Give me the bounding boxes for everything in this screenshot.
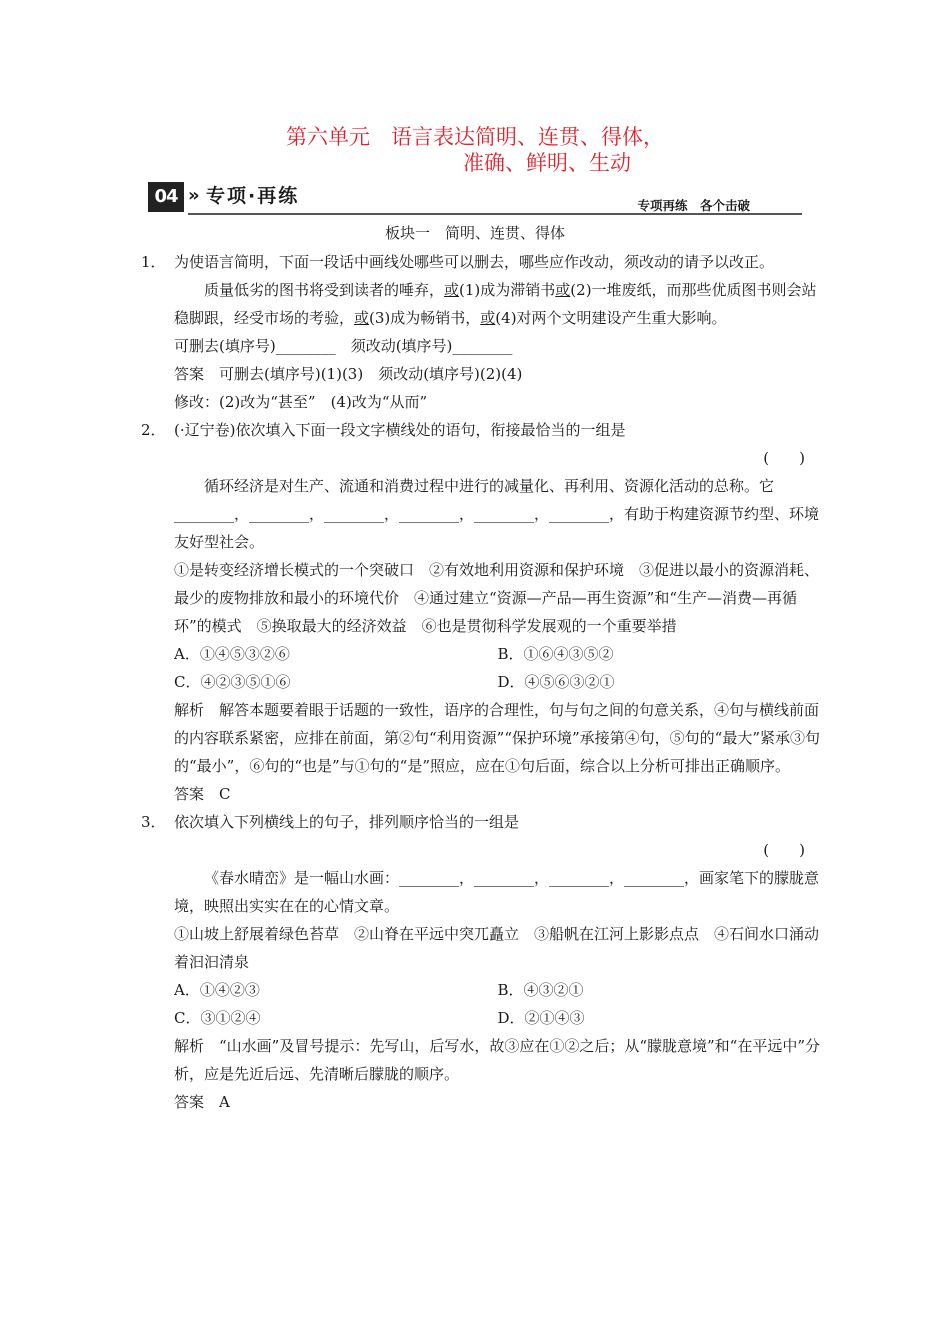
option-a: A．①④②③	[174, 981, 260, 999]
chevron-right-icon: »	[188, 185, 200, 206]
banner-subtitle: 专项再练 各个击破	[637, 198, 750, 213]
option-d: D．④⑤⑥③②①	[497, 673, 615, 691]
question-stem: 依次填入下列横线上的句子，排列顺序恰当的一组是	[174, 813, 520, 831]
section-title: 板块一 简明、连贯、得体	[384, 224, 565, 242]
sentence-items: ①是转变经济增长模式的一个突破口 ②有效地利用资源和保护环境 ③促进以最小的资源消耗、最少的废物排放和最小的环境代价 ④通过建立“资源—产品—再生资源”和“生产—消费—再循环”的模式 ⑤换取最大的经济效益 ⑥也是贯彻科学发展观的一个重要举措	[174, 561, 820, 635]
answer-paren: ( )	[763, 841, 805, 859]
option-a: A．①④⑤③②⑥	[174, 645, 290, 663]
passage-text: 质量低劣的图书将受到读者的唾弃，	[204, 281, 445, 299]
question-number: 3．	[141, 813, 166, 831]
passage-text: (2)一堆废纸，而那些优质图书则会站稳脚跟，经受市场的考验，	[174, 281, 817, 327]
passage-text: (1)成为滞销书	[459, 281, 556, 299]
unit-title-line1: 第六单元 语言表达简明、连贯、得体，	[286, 125, 664, 149]
question-2	[141, 416, 821, 808]
option-b: B．④③②①	[497, 981, 584, 999]
question-3	[141, 808, 821, 1116]
modification-line: 修改：(2)改为“甚至” (4)改为“从而”	[174, 393, 428, 411]
question-passage: 《春水晴峦》是一幅山水画：________，________，________，________，画家笔下的朦胧意境，映照出实实在在的心情文章。	[174, 869, 820, 915]
question-passage	[174, 276, 821, 332]
question-number: 2．	[141, 421, 166, 439]
question-list	[141, 248, 821, 1116]
option-c: C．④②③⑤①⑥	[174, 673, 291, 691]
option-b: B．①⑥④③⑤②	[497, 645, 614, 663]
option-d: D．②①④③	[497, 1009, 585, 1027]
options-row	[174, 640, 821, 668]
sentence-items: ①山坡上舒展着绿色苔草 ②山脊在平远中突兀矗立 ③船帆在江河上影影点点 ④石间水口涌动着汩汩清泉	[174, 925, 820, 971]
question-number: 1．	[141, 253, 166, 271]
analysis: 解析 “山水画”及冒号提示：先写山，后写水，故③应在①②之后；从“朦胧意境”和“在平远中”分析，应是先近后远、先清晰后朦胧的顺序。	[174, 1037, 821, 1083]
question-stem: (·辽宁卷)依次填入下面一段文字横线处的语句，衔接最恰当的一组是	[174, 421, 626, 439]
fill-blank-line: 可删去(填序号)________ 须改动(填序号)________	[174, 337, 513, 355]
answer-line: 答案 C	[174, 785, 231, 803]
section-banner	[148, 180, 802, 216]
answer-line: 答案 可删去(填序号)(1)(3) 须改动(填序号)(2)(4)	[174, 365, 523, 383]
analysis: 解析 解答本题要着眼于话题的一致性，语序的合理性，句与句之间的句意关系，④句与横线前面的内容联系紧密，应排在前面，第②句“利用资源”“保护环境”承接第④句，⑤句的“最大”紧承③句的“最小”，⑥句的“也是”与①句的“是”照应，应在①句后面，综合以上分析可排出正确顺序。	[174, 701, 821, 775]
options-row	[174, 668, 821, 696]
answer-paren: ( )	[763, 449, 805, 467]
underlined-word: 或	[480, 309, 496, 327]
banner-badge: 04	[148, 182, 184, 212]
underlined-word: 或	[444, 281, 460, 299]
banner-divider	[188, 213, 802, 215]
passage-text: (3)成为畅销书，	[369, 309, 481, 327]
question-stem: 为使语言简明，下面一段话中画线处哪些可以删去，哪些应作改动，须改动的请予以改正。	[174, 253, 775, 271]
options-row	[174, 1004, 821, 1032]
underlined-word: 或	[354, 309, 370, 327]
underlined-word: 或	[555, 281, 571, 299]
banner-title: 专项·再练	[206, 185, 300, 207]
options-row	[174, 976, 821, 1004]
question-passage: 循环经济是对生产、流通和消费过程中进行的减量化、再利用、资源化活动的总称。它________，________，________，________，________，________，有助于构建资源节约型、环境友好型社会。	[174, 477, 820, 551]
passage-text: (4)对两个文明建设产生重大影响。	[495, 309, 727, 327]
option-c: C．③①②④	[174, 1009, 261, 1027]
answer-line: 答案 A	[174, 1093, 230, 1111]
question-1	[141, 248, 821, 416]
unit-title-line2: 准确、鲜明、生动	[463, 151, 631, 175]
